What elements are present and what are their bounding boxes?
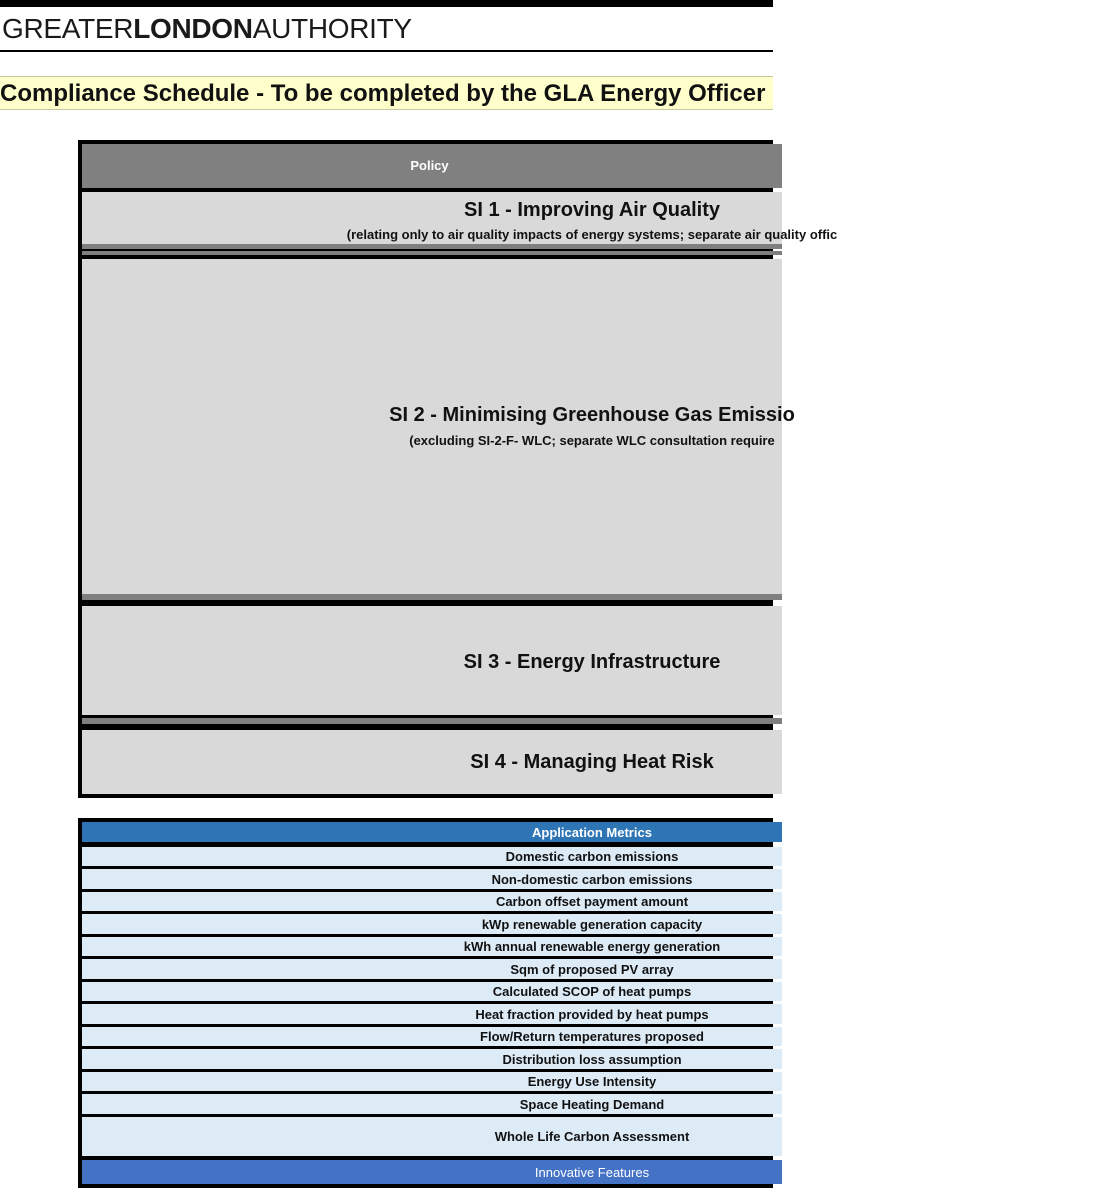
metric-row[interactable] (82, 1027, 782, 1046)
metric-label: Energy Use Intensity (527, 1074, 657, 1089)
org-logo-text (2, 13, 412, 45)
row-separator (82, 251, 782, 255)
schedule-title-band (0, 76, 773, 110)
policy-row-si1[interactable] (82, 192, 838, 244)
metric-label: Heat fraction provided by heat pumps (475, 1007, 709, 1022)
metric-label: Carbon offset payment amount (495, 894, 689, 909)
org-name-part1: GREATER (2, 13, 134, 44)
metric-row[interactable] (82, 959, 782, 979)
metric-label: Flow/Return temperatures proposed (480, 1029, 704, 1044)
policy-header-cell[interactable] (82, 144, 782, 188)
metric-label: Non-domestic carbon emissions (491, 872, 693, 887)
metric-row[interactable] (82, 847, 782, 866)
row-separator (82, 594, 782, 600)
metric-label: Distribution loss assumption (502, 1052, 682, 1067)
metric-label: Calculated SCOP of heat pumps (492, 984, 692, 999)
policy-title: SI 4 - Managing Heat Risk (470, 751, 714, 773)
innovative-features-label: Innovative Features (534, 1165, 650, 1180)
top-border (0, 0, 773, 7)
policy-row-si3[interactable] (82, 606, 782, 715)
metric-row[interactable] (82, 892, 782, 911)
metric-label: Whole Life Carbon Assessment (494, 1129, 690, 1144)
metric-row[interactable] (82, 1072, 782, 1091)
metric-row[interactable] (82, 1004, 782, 1024)
policy-table (78, 140, 838, 798)
metric-row[interactable] (82, 1049, 782, 1069)
policy-row-si2[interactable] (82, 259, 795, 594)
row-separator (82, 718, 782, 724)
policy-subtitle: (excluding SI-2-F- WLC; separate WLC consultation require (409, 433, 775, 448)
row-separator (82, 244, 782, 249)
policy-row-si4[interactable] (82, 730, 782, 794)
metric-row[interactable] (82, 1094, 782, 1114)
metrics-header-label: Application Metrics (532, 825, 652, 840)
metric-row[interactable] (82, 869, 782, 889)
metric-row[interactable] (82, 914, 782, 934)
policy-title: SI 3 - Energy Infrastructure (463, 651, 721, 673)
metric-row[interactable] (82, 982, 782, 1001)
policy-header-label: Policy (410, 158, 449, 173)
org-name-part2: LONDON (133, 13, 253, 44)
innovative-features-row[interactable] (82, 1160, 782, 1184)
metric-label: kWp renewable generation capacity (481, 917, 703, 932)
metric-label: Sqm of proposed PV array (510, 962, 674, 977)
policy-title: SI 1 - Improving Air Quality (464, 199, 720, 221)
org-name-part3: AUTHORITY (252, 13, 412, 44)
metrics-header-cell[interactable] (82, 822, 782, 842)
policy-title: SI 2 - Minimising Greenhouse Gas Emissio (389, 404, 795, 426)
metric-label: Domestic carbon emissions (505, 849, 679, 864)
header-divider (0, 50, 773, 52)
schedule-title: Compliance Schedule - To be completed by the GLA Energy Officer (0, 80, 766, 107)
metric-row[interactable] (82, 937, 782, 956)
metric-row[interactable] (82, 1117, 782, 1156)
policy-subtitle: (relating only to air quality impacts of energy systems; separate air quality offic (346, 227, 838, 242)
metric-label: kWh annual renewable energy generation (463, 939, 721, 954)
metrics-table (78, 818, 773, 1188)
metric-label: Space Heating Demand (519, 1097, 665, 1112)
